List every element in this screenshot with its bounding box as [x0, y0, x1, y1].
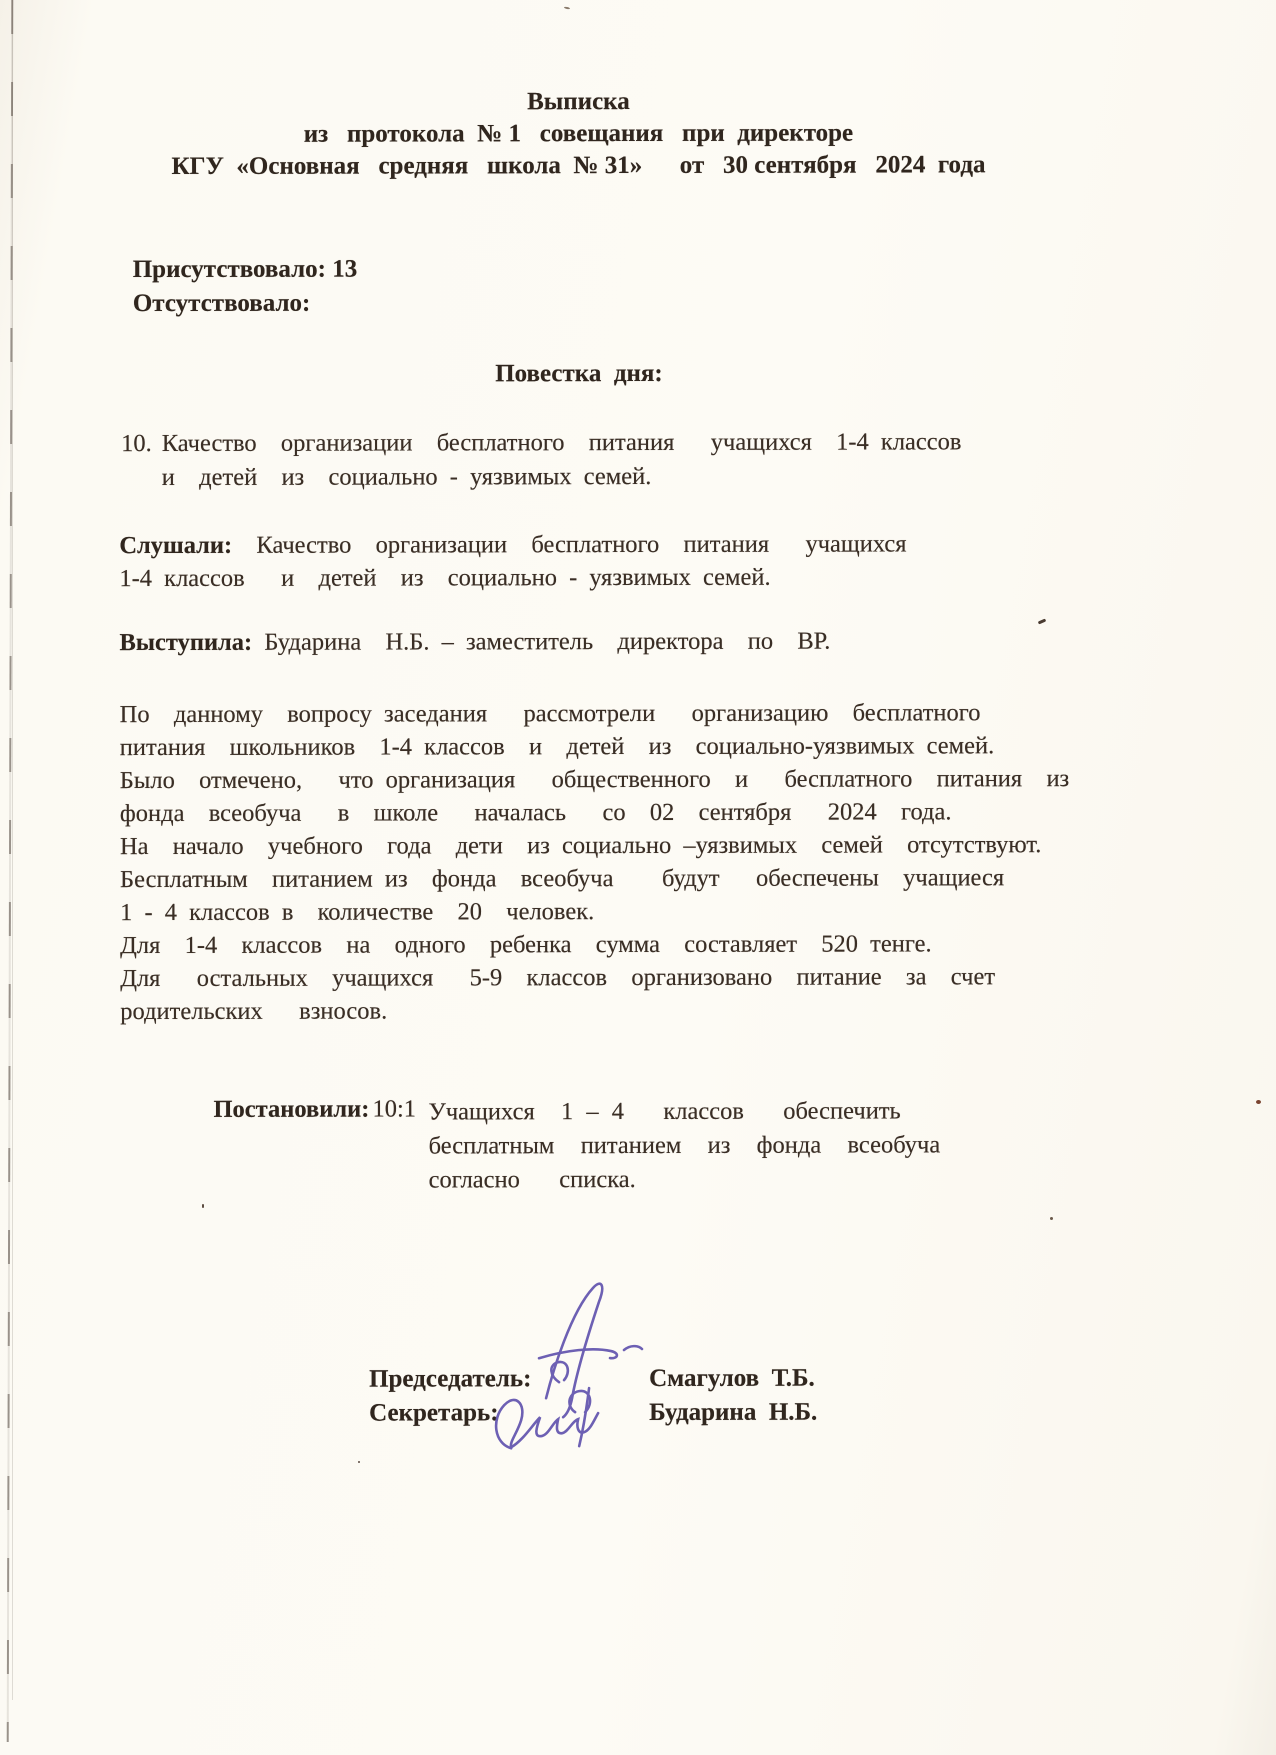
body-line: родительских взносов. [120, 997, 388, 1026]
body-line: На начало учебного года дети из социально –уязвимых семей отсутствуют. [119, 831, 1042, 861]
attendance-block [133, 253, 358, 321]
agenda-item-line-2: и детей из социально - уязвимых семей. [161, 462, 652, 491]
resolution-line-3: согласно списка. [428, 1166, 636, 1194]
title-line-3: КГУ «Основная средняя школа № 31» от 30 сентября 2024 года [171, 151, 986, 180]
speaker-line [119, 628, 830, 657]
speaker-label: Выступила: [119, 628, 253, 657]
chairman-name: Смагулов Т.Б. [649, 1364, 815, 1392]
title-line-1: Выписка [527, 88, 630, 116]
body-line: 1 - 4 классов в количестве 20 человек. [120, 898, 595, 927]
present-count: Присутствовало: 13 [132, 255, 358, 284]
resolution-number: 10:1 [372, 1095, 417, 1123]
body-paragraph [120, 696, 1070, 1028]
body-line: Для 1-4 классов на одного ребенка сумма составляет 520 тенге. [120, 930, 932, 960]
heard-line-1 [119, 527, 906, 562]
body-line: Для остальных учащихся 5-9 классов организовано питание за счет [120, 963, 996, 993]
resolution-line-1: Учащихся 1 – 4 классов обеспечить [428, 1097, 901, 1126]
agenda-item-10 [121, 425, 962, 495]
body-line: Бесплатным питанием из фонда всеобуча будут обеспечены учащиеся [119, 864, 1005, 894]
heard-label: Слушали: [119, 531, 233, 560]
heard-section [119, 527, 906, 595]
body-line: Было отмечено, что организация общественного и бесплатного питания из [119, 765, 1070, 795]
secretary-label: Секретарь: [369, 1399, 499, 1427]
secretary-name: Бударина Н.Б. [649, 1398, 818, 1426]
heard-text: Качество организации бесплатного питания учащихся [232, 530, 907, 559]
body-line: фонда всеобуча в школе началась со 02 сентября 2024 года. [119, 798, 952, 828]
agenda-heading: Повестка дня: [495, 359, 663, 388]
agenda-item-number: 10. [121, 430, 152, 458]
title-line-2: из протокола № 1 совещания при директоре [303, 119, 854, 148]
speaker-text: Бударина Н.Б. – заместитель директора по ВР. [252, 627, 831, 656]
signature-ink [471, 1262, 731, 1463]
body-line: По данному вопросу заседания рассмотрели организацию бесплатного [119, 699, 981, 729]
resolution-label: Постановили: [213, 1095, 370, 1123]
agenda-item-line-1: Качество организации бесплатного питания учащихся 1-4 классов [161, 428, 962, 457]
document-header [0, 85, 1159, 183]
resolution-text [428, 1094, 940, 1197]
resolution-line-2: бесплатным питанием из фонда всеобуча [428, 1131, 941, 1160]
chairman-label: Председатель: [369, 1365, 532, 1393]
heard-line-2: 1-4 классов и детей из социально - уязвимых семей. [119, 563, 771, 593]
absent-count: Отсутствовало: [132, 289, 311, 318]
body-line: питания школьников 1-4 классов и детей из социально-уязвимых семей. [119, 732, 995, 762]
agenda-item-text [162, 425, 962, 495]
